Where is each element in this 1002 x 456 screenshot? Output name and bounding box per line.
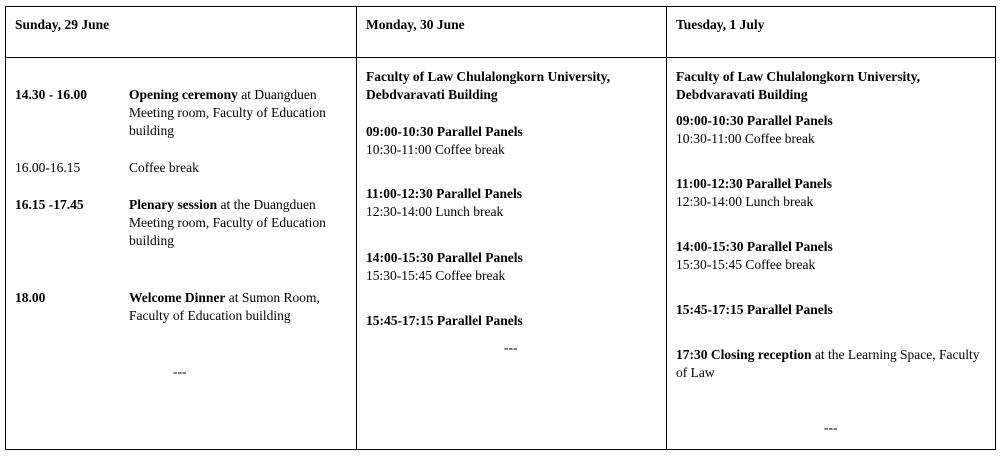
end-marker: --- — [504, 340, 518, 355]
time-label: 16.00-16.15 — [15, 160, 81, 175]
event-description — [129, 86, 329, 140]
venue: Faculty of Law Chulalongkorn University, Debdvaravati Building — [676, 69, 921, 102]
end-marker: --- — [824, 420, 838, 435]
event-title: Welcome Dinner — [129, 290, 226, 305]
time-label: 16.15 -17.45 — [15, 197, 84, 212]
event-location: at Duangduen Meeting room, Faculty of Education building — [129, 87, 326, 138]
event-title: Opening ceremony — [129, 87, 238, 102]
session-panels: 14:00-15:30 Parallel Panels — [676, 239, 833, 254]
column-divider — [356, 7, 357, 449]
event-title: Plenary session — [129, 197, 218, 212]
session-break: 12:30-14:00 Lunch break — [676, 194, 814, 209]
closing-event — [676, 346, 986, 382]
event-description — [129, 289, 329, 325]
session-break: 10:30-11:00 Coffee break — [366, 142, 505, 157]
venue: Faculty of Law Chulalongkorn University, Debdvaravati Building — [366, 69, 611, 102]
event-location: at the Duangduen Meeting room, Faculty of Education building — [129, 197, 326, 248]
time-label: 14.30 - 16.00 — [15, 87, 87, 102]
header-divider — [6, 57, 995, 58]
event-description — [129, 196, 329, 250]
schedule-table — [5, 6, 996, 450]
session-break: 15:30-15:45 Coffee break — [366, 268, 506, 283]
time-label: 18.00 — [15, 290, 46, 305]
session-panels: 14:00-15:30 Parallel Panels — [366, 250, 523, 265]
session-panels: 11:00-12:30 Parallel Panels — [366, 186, 522, 201]
session-panels: 15:45-17:15 Parallel Panels — [366, 313, 523, 328]
session-break: 12:30-14:00 Lunch break — [366, 204, 504, 219]
event-location: at Sumon Room, Faculty of Education building — [129, 290, 320, 323]
session-break: 15:30-15:45 Coffee break — [676, 257, 816, 272]
day-header-sunday: Sunday, 29 June — [15, 17, 110, 32]
session-panels: 09:00-10:30 Parallel Panels — [676, 113, 833, 128]
session-panels: 11:00-12:30 Parallel Panels — [676, 176, 832, 191]
session-panels: 15:45-17:15 Parallel Panels — [676, 302, 833, 317]
session-panels: 09:00-10:30 Parallel Panels — [366, 124, 523, 139]
day-header-monday: Monday, 30 June — [366, 17, 465, 32]
event-location: at the Learning Space, Faculty of Law — [676, 347, 980, 380]
column-divider — [666, 7, 667, 449]
session-break: 10:30-11:00 Coffee break — [676, 131, 815, 146]
end-marker: --- — [173, 364, 187, 379]
event-description: Coffee break — [129, 160, 199, 175]
event-title: 17:30 Closing reception — [676, 347, 812, 362]
day-header-tuesday: Tuesday, 1 July — [676, 17, 765, 32]
